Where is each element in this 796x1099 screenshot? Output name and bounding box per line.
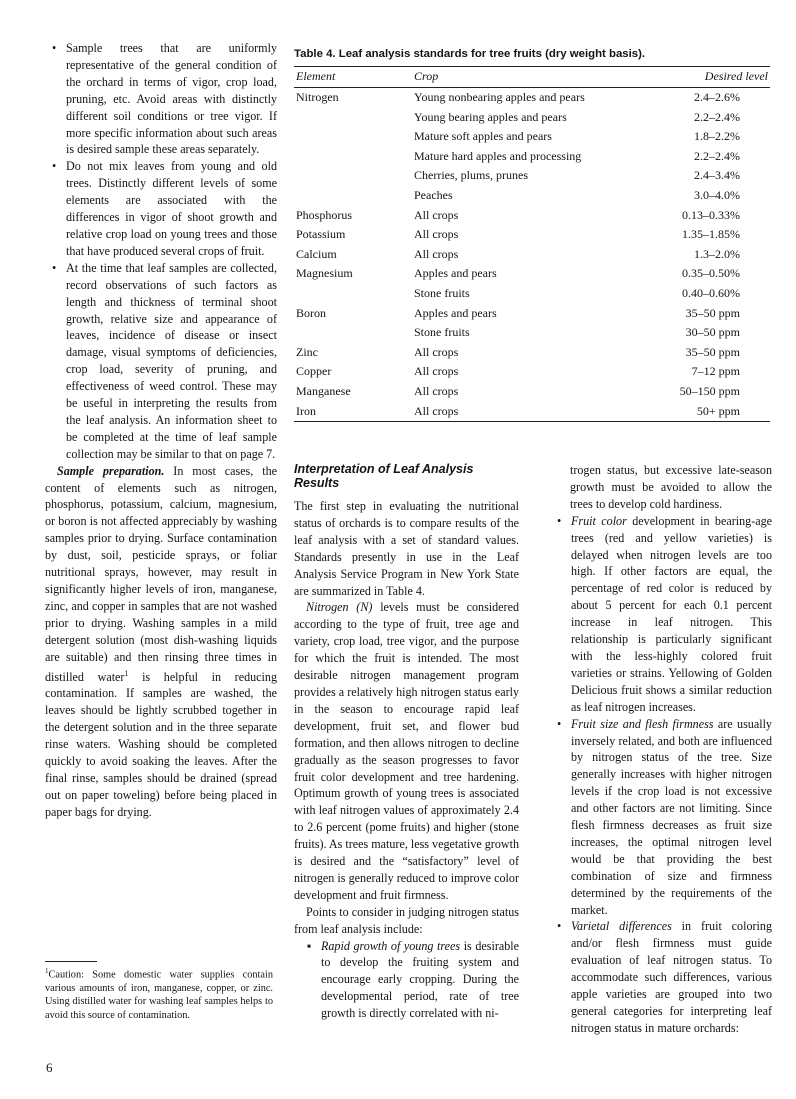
table-row xyxy=(294,206,770,226)
cell-element xyxy=(294,323,412,343)
list-item xyxy=(550,513,772,716)
cell-desired-level: 35–50 ppm xyxy=(685,344,740,359)
cell-desired-level: 30–50 ppm xyxy=(685,325,740,340)
column-header-crop: Crop xyxy=(412,67,650,88)
sampling-bullet-list xyxy=(45,40,277,463)
sample-preparation-text: In most cases, the content of elements such as nitrogen, phosphorus, potassium, calcium, magnesium, or boron is not affected appreciably by washing samples prior to drying. Surface contamination by dust, soil, pesticide sprays, or foliar nutritional sprays, however, may result in significantly higher levels of iron, manganese, zinc, and copper in samples that are not washed prior to drying. Washing samples in a mild detergent solution (most dish-washing liquids are suitable) and then rinsing three times in distilled water xyxy=(45,463,277,684)
table-row xyxy=(294,186,770,206)
leaf-standards-table xyxy=(294,66,770,422)
footnote-ref: 1 xyxy=(124,668,129,678)
points-paragraph: Points to consider in judging nitrogen status from leaf analysis include: xyxy=(294,904,519,936)
nitrogen-lead: Nitrogen (N) xyxy=(306,600,373,615)
middle-column xyxy=(294,462,519,1022)
cell-element: Calcium xyxy=(296,246,337,261)
cell-crop: All crops xyxy=(414,383,459,398)
list-item-lead: Rapid growth of young trees xyxy=(321,938,461,953)
cell-element: Manganese xyxy=(296,383,351,398)
cell-crop: All crops xyxy=(412,402,650,422)
cell-element: Boron xyxy=(296,305,326,320)
bullet-icon: • xyxy=(557,919,562,934)
list-item-lead: Fruit size and flesh firmness xyxy=(571,716,714,731)
cell-element xyxy=(294,147,412,167)
table-4 xyxy=(294,48,770,422)
table-row xyxy=(294,382,770,402)
list-item-text: in fruit coloring and/or flesh firmness must guide evaluation of leaf nitrogen status. To accommodate such differences, various apple varieties are grouped into two general categories for interpreting leaf nitrogen status in mature orchards: xyxy=(571,919,772,1035)
cell-element: Potassium xyxy=(296,227,346,242)
nitrogen-paragraph xyxy=(294,599,519,903)
page-number: 6 xyxy=(46,1060,53,1075)
table-row xyxy=(294,343,770,363)
continuation-paragraph: trogen status, but excessive late-season growth must be avoided to allow the trees to develop cold hardiness. xyxy=(570,463,772,511)
cell-crop: Stone fruits xyxy=(414,285,470,300)
bullet-icon: • xyxy=(557,513,562,528)
cell-crop: All crops xyxy=(414,246,459,261)
interpretation-paragraph: The first step in evaluating the nutritional status of orchards is to compare results of the leaf analysis with a set of standard values. Standards presently in use in the Leaf Analysis Service Program in New York State are summarized in Table 4. xyxy=(294,499,519,598)
cell-crop: All crops xyxy=(414,344,459,359)
cell-desired-level: 0.35–0.50% xyxy=(682,266,740,281)
list-item-text: is desirable to develop the fruiting system and encourage early cropping. During the developmental period, rate of tree growth is directly correlated with ni- xyxy=(321,938,520,1021)
column-header-element: Element xyxy=(294,67,412,88)
section-heading: Interpretation of Leaf Analysis Results xyxy=(294,462,474,490)
list-item xyxy=(45,40,277,158)
cell-desired-level: 50+ ppm xyxy=(650,402,770,422)
list-item-text: development in bearing-age trees (red and yellow varieties) is delayed when nitrogen levels are too high. If other factors are equal, the percentage of red color is reduced by about 5 percent for each 0.1 percent increase in leaf nitrogen. This relationship is particularly significant with the less-highly colored fruit varieties or strains. Yellowing of Golden Delicious fruit shows a similar reduction as leaf nitrogen increases. xyxy=(571,513,772,714)
cell-crop: Cherries, plums, prunes xyxy=(414,168,528,183)
table-body xyxy=(294,88,770,422)
cell-crop: Apples and pears xyxy=(414,305,497,320)
cell-element: Nitrogen xyxy=(296,90,339,104)
table-header-row xyxy=(294,67,770,88)
footnote-divider xyxy=(45,961,97,962)
table-row xyxy=(294,166,770,186)
cell-crop: Young nonbearing apples and pears xyxy=(414,90,585,104)
list-item xyxy=(45,158,277,259)
cell-element: Zinc xyxy=(296,344,318,359)
bullet-icon: • xyxy=(52,159,57,174)
cell-element xyxy=(294,127,412,147)
table-row xyxy=(294,304,770,324)
cell-desired-level: 35–50 ppm xyxy=(685,305,740,320)
cell-desired-level: 7–12 ppm xyxy=(691,364,740,379)
cell-element xyxy=(294,108,412,128)
bullet-icon: • xyxy=(52,260,57,275)
cell-element: Iron xyxy=(294,402,412,422)
footnote-text: Caution: Some domestic water supplies contain various amounts of iron, manganese, copper, or zinc. Using distilled water for washing leaf samples helps to avoid this source of contamination. xyxy=(45,969,273,1021)
cell-desired-level: 1.3–2.0% xyxy=(694,246,740,261)
cell-desired-level: 0.40–0.60% xyxy=(682,285,740,300)
cell-element xyxy=(294,166,412,186)
cell-desired-level: 50–150 ppm xyxy=(679,383,740,398)
bullet-icon: • xyxy=(52,41,57,55)
list-item-text: At the time that leaf samples are collected, record observations of such factors as length and thickness of terminal shoot growth, relative size and appearance of leaves, incidence of disease or insect damage, visual symptoms of deficiencies, crop load, severity of pruning, and effectiveness of weed control. These may be useful in interpreting the results from the leaf analysis. An information sheet to be completed at the time of leaf sample collection may be similar to that on page 7. xyxy=(66,260,277,461)
list-item xyxy=(45,260,277,463)
cell-crop: Apples and pears xyxy=(414,266,497,281)
cell-element xyxy=(294,186,412,206)
cell-crop: Mature hard apples and processing xyxy=(414,148,582,163)
cell-crop: All crops xyxy=(414,207,459,222)
list-item-text: Do not mix leaves from young and old trees. Distinctly different levels of some elements are associated with the differences in vigor of shoot growth and relative crop load on young trees and those that have produced several crops of fruit. xyxy=(66,159,277,258)
table-row xyxy=(294,127,770,147)
sample-preparation-paragraph xyxy=(45,463,277,821)
cell-desired-level: 3.0–4.0% xyxy=(694,187,740,202)
cell-desired-level: 0.13–0.33% xyxy=(682,207,740,222)
cell-element: Copper xyxy=(296,364,332,379)
nitrogen-factors-list xyxy=(550,513,772,1037)
cell-crop: Mature soft apples and pears xyxy=(414,129,552,144)
right-column xyxy=(550,462,772,1037)
cell-element: Phosphorus xyxy=(296,207,353,222)
list-item-text: Sample trees that are uniformly representative of the general condition of the orchard in terms of vigor, crop load, pruning, etc. Avoid areas with distinctly different soil conditions or tree vigor. If more specific information about such areas is desired sample these areas separately. xyxy=(66,41,277,157)
table-row xyxy=(294,225,770,245)
cell-crop: All crops xyxy=(414,227,459,242)
table-title: Table 4. Leaf analysis standards for tree fruits (dry weight basis). xyxy=(294,48,646,60)
cell-desired-level: 2.4–3.4% xyxy=(694,168,740,183)
table-row xyxy=(294,108,770,128)
list-item-text: are usually inversely related, and both are influenced by nitrogen status of the tree. Size generally increases with higher nitrogen levels if the crop load is not excessive and other factors are not limiting. Since flesh firmness decreases as fruit size increases, the optimal nitrogen level would be that providing the best combination of size and firmness determined by the requirements of the market. xyxy=(571,716,772,917)
nitrogen-points-list xyxy=(300,938,519,1023)
cell-element: Magnesium xyxy=(296,266,353,281)
bullet-icon: • xyxy=(557,716,562,731)
footnote-marker: 1 xyxy=(45,967,49,975)
table-row xyxy=(294,362,770,382)
table-row xyxy=(294,402,770,422)
bullet-icon: ▪ xyxy=(307,938,312,953)
cell-crop: Stone fruits xyxy=(414,325,470,340)
cell-desired-level: 1.35–1.85% xyxy=(682,227,740,242)
cell-crop: Peaches xyxy=(414,187,453,202)
cell-crop: All crops xyxy=(414,364,459,379)
table-row xyxy=(294,147,770,167)
left-column xyxy=(45,40,277,821)
cell-desired-level: 2.2–2.4% xyxy=(694,109,740,124)
table-row xyxy=(294,323,770,343)
nitrogen-text: levels must be considered according to the type of fruit, tree age and variety, crop load, tree vigor, and the purpose for which the fruit is intended. The most desirable nitrogen management program provides a relatively high nitrogen status early in the season to encourage rapid leaf development, fruit set, and flower bud formation, and then allows nitrogen to decline gradually as the season progresses to favor fruit color development and tree hardening. Optimum growth of young trees is associated with leaf nitrogen values of approximately 2.4 to 2.6 percent (pome fruits) and higher (stone fruits). As trees mature, less vegetative growth is desired and the “satisfactory” level of nitrogen is generally reduced to improve color development and fruit firmness. xyxy=(294,600,520,902)
table-row xyxy=(294,245,770,265)
list-item-lead: Varietal differences xyxy=(571,919,672,934)
footnote xyxy=(45,965,273,1022)
column-header-desired-level: Desired level xyxy=(650,67,770,88)
cell-crop: Young bearing apples and pears xyxy=(414,109,567,124)
list-item xyxy=(550,716,772,919)
list-item xyxy=(550,918,772,1036)
cell-desired-level: 2.2–2.4% xyxy=(694,148,740,163)
sample-preparation-lead: Sample preparation. xyxy=(57,463,165,478)
cell-desired-level: 2.4–2.6% xyxy=(694,90,740,104)
table-row xyxy=(294,284,770,304)
table-row xyxy=(294,88,770,108)
list-item-lead: Fruit color xyxy=(571,513,627,528)
sample-preparation-text-cont: is helpful in reducing contamination. If samples are washed, the leaves should be lightly scrubbed together in the detergent solution and in the three separate rinse waters. Washing should be completed quickly to avoid soaking the leaves. After the final rinse, samples should be drained (spread out on paper toweling) before being placed in paper bags for drying. xyxy=(45,669,277,819)
cell-desired-level: 1.8–2.2% xyxy=(694,129,740,144)
table-row xyxy=(294,264,770,284)
list-item xyxy=(300,938,519,1023)
cell-element xyxy=(294,284,412,304)
